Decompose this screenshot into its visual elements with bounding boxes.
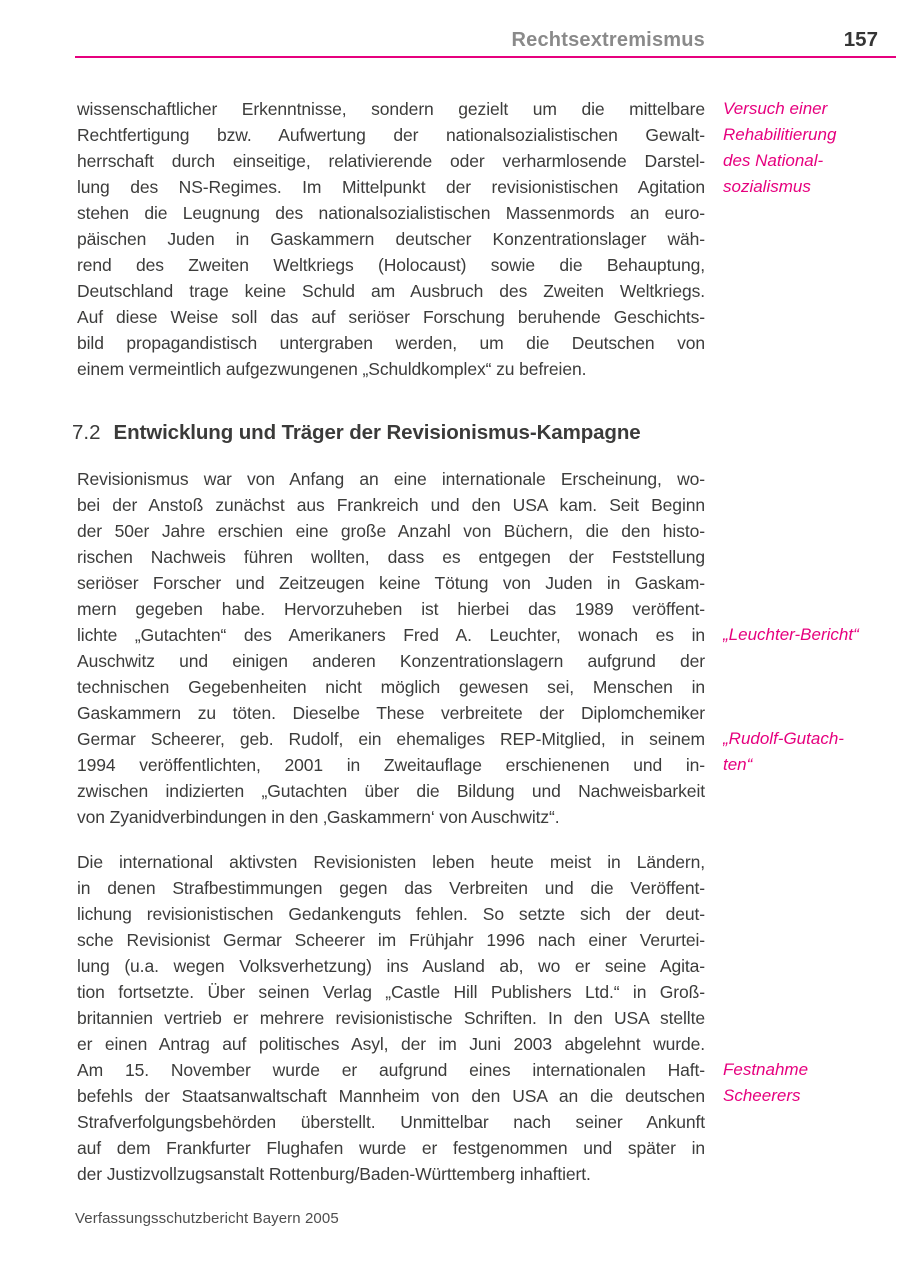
- text-line: er einen Antrag auf politisches Asyl, der im Juni 2003 abgelehnt wurde.: [77, 1034, 705, 1054]
- text-line: Germar Scheerer, geb. Rudolf, ein ehemaliges REP-Mitglied, in seinem: [77, 729, 705, 749]
- text-line: bei der Anstoß zunächst aus Frankreich und den USA kam. Seit Beginn: [77, 495, 705, 515]
- text-line: ten“: [723, 755, 753, 774]
- section-heading: [72, 419, 712, 447]
- text-line: tion fortsetzte. Über seinen Verlag „Castle Hill Publishers Ltd.“ in Groß-: [77, 982, 705, 1002]
- text-line: lung (u.a. wegen Volksverhetzung) ins Ausland ab, wo er seine Agita-: [77, 956, 705, 976]
- text-line: rischen Nachweis führen wollten, dass es entgegen der Feststellung: [77, 547, 705, 567]
- text-line: Die international aktivsten Revisionisten leben heute meist in Ländern,: [77, 852, 705, 872]
- header-section-label: Rechtsextremismus: [511, 29, 705, 51]
- text-line: auf dem Frankfurter Flughafen wurde er festgenommen und später in: [77, 1138, 705, 1158]
- text-line: wissenschaftlicher Erkenntnisse, sondern gezielt um die mittelbare: [77, 99, 705, 119]
- footer-report-title: Verfassungsschutzbericht Bayern 2005: [75, 1210, 339, 1227]
- text-line: einem vermeintlich aufgezwungenen „Schuldkomplex“ zu befreien.: [77, 359, 587, 379]
- margin-note-rudolf-gutachten: [723, 726, 895, 778]
- text-line: lichung revisionistischen Gedankenguts fehlen. So setzte sich der deut-: [77, 904, 705, 924]
- margin-note-leuchter-bericht: [723, 622, 895, 648]
- margin-note-versuch-rehabilitierung: [723, 96, 895, 200]
- text-line: „Rudolf-Gutach-: [723, 729, 844, 748]
- text-line: Rechtfertigung bzw. Aufwertung der nationalsozialistischen Gewalt-: [77, 125, 705, 145]
- text-line: britannien vertrieb er mehrere revisionistische Schriften. In den USA stellte: [77, 1008, 705, 1028]
- text-line: seriöser Forscher und Zeitzeugen keine Tötung von Juden in Gaskam-: [77, 573, 705, 593]
- text-line: Versuch einer: [723, 99, 828, 118]
- text-line: Deutschland trage keine Schuld am Ausbruch des Zweiten Weltkriegs.: [77, 281, 705, 301]
- text-line: Auschwitz und einigen anderen Konzentrationslagern aufgrund der: [77, 651, 705, 671]
- text-line: befehls der Staatsanwaltschaft Mannheim von den USA an die deutschen: [77, 1086, 705, 1106]
- text-line: 1994 veröffentlichten, 2001 in Zweitauflage erschienenen und in-: [77, 755, 705, 775]
- text-line: lung des NS-Regimes. Im Mittelpunkt der revisionistischen Agitation: [77, 177, 705, 197]
- text-line: Scheerers: [723, 1086, 801, 1105]
- text-line: lichte „Gutachten“ des Amerikaners Fred A. Leuchter, wonach es in: [77, 625, 705, 645]
- text-line: Revisionismus war von Anfang an eine internationale Erscheinung, wo-: [77, 469, 705, 489]
- text-line: sche Revisionist Germar Scheerer im Frühjahr 1996 nach einer Verurtei-: [77, 930, 705, 950]
- text-line: des National-: [723, 151, 824, 170]
- text-line: Auf diese Weise soll das auf seriöser Forschung beruhende Geschichts-: [77, 307, 705, 327]
- text-line: Festnahme: [723, 1060, 809, 1079]
- text-line: der 50er Jahre erschien eine große Anzahl von Büchern, die den histo-: [77, 521, 705, 541]
- header-rule: [75, 56, 896, 58]
- paragraph-revisionismus-entwicklung: [77, 466, 705, 830]
- text-line: von Zyanidverbindungen in den ‚Gaskammern‘ von Auschwitz“.: [77, 807, 560, 827]
- page-number: 157: [843, 28, 878, 51]
- text-line: in denen Strafbestimmungen gegen das Verbreiten und die Veröffent-: [77, 878, 705, 898]
- text-line: rend des Zweiten Weltkriegs (Holocaust) sowie die Behauptung,: [77, 255, 705, 275]
- text-line: Am 15. November wurde er aufgrund eines internationalen Haft-: [77, 1060, 705, 1080]
- text-line: Rehabilitierung: [723, 125, 837, 144]
- text-line: zwischen indizierten „Gutachten über die Bildung und Nachweisbarkeit: [77, 781, 705, 801]
- text-line: der Justizvollzugsanstalt Rottenburg/Baden-Württemberg inhaftiert.: [77, 1164, 591, 1184]
- paragraph-revisionisten-ausland: [77, 849, 705, 1187]
- text-line: stehen die Leugnung des nationalsozialistischen Massenmords an euro-: [77, 203, 705, 223]
- text-line: Strafverfolgungsbehörden überstellt. Unmittelbar nach seiner Ankunft: [77, 1112, 705, 1132]
- text-line: sozialismus: [723, 177, 811, 196]
- margin-note-festnahme-scheerers: [723, 1057, 895, 1109]
- paragraph-rehabilitierung: [77, 96, 705, 382]
- text-line: herrschaft durch einseitige, relativierende oder verharmlosende Darstel-: [77, 151, 705, 171]
- section-number: 7.2: [72, 421, 101, 444]
- text-line: päischen Juden in Gaskammern deutscher Konzentrationslager wäh-: [77, 229, 705, 249]
- text-line: technischen Gegebenheiten nicht möglich gewesen sei, Menschen in: [77, 677, 705, 697]
- text-line: mern gegeben habe. Hervorzuheben ist hierbei das 1989 veröffent-: [77, 599, 705, 619]
- text-line: bild propagandistisch untergraben werden, um die Deutschen von: [77, 333, 705, 353]
- text-line: „Leuchter-Bericht“: [723, 625, 859, 644]
- section-title: Entwicklung und Träger der Revisionismus-Kampagne: [113, 421, 641, 444]
- text-line: Gaskammern zu töten. Dieselbe These verbreitete der Diplomchemiker: [77, 703, 705, 723]
